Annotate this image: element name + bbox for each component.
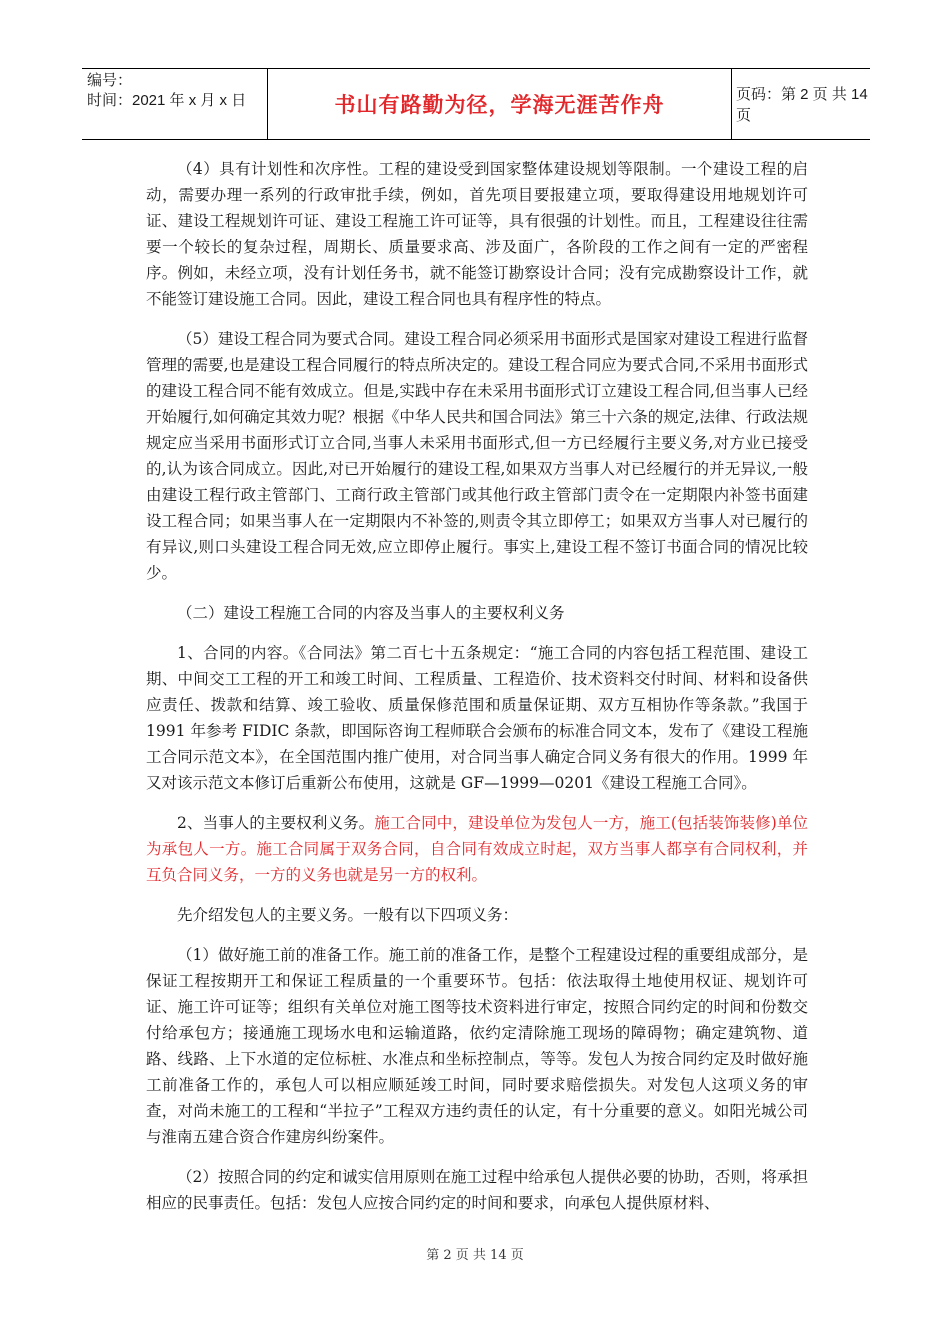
paragraph: （1）做好施工前的准备工作。施工前的准备工作，是整个工程建设过程的重要组成部分，是保证工程按期开工和保证工程质量的一个重要环节。包括：依法取得土地使用权证、规划许可证、施工许可证等；组织有关单位对施工图等技术资料进行审定，按照合同约定的时间和份数交付给承包方；接通施工现场水电和运输道路，依约定清除施工现场的障碍物；确定建筑物、道路、线路、上下水道的定位标桩、水准点和坐标控制点，等等。发包人为按合同约定及时做好施工前准备工作的，承包人可以相应顺延竣工时间，同时要求赔偿损失。对发包人这项义务的审查，对尚未施工的工程和“半拉子”工程双方违约责任的认定，有十分重要的意义。如阳光城公司与淮南五建合资合作建房纠纷案件。 [146, 946, 808, 1146]
header-divider [731, 69, 732, 139]
header-meta [82, 69, 267, 139]
paragraph: （5）建设工程合同为要式合同。建设工程合同必须采用书面形式是国家对建设工程进行监督管理的需要,也是建设工程合同履行的特点所决定的。建设工程合同应为要式合同,不采用书面形式的建设工程合同不能有效成立。但是,实践中存在未采用书面形式订立建设工程合同,但当事人已经开始履行,如何确定其效力呢？根据《中华人民共和国合同法》第三十六条的规定,法律、行政法规规定应当采用书面形式订立合同,当事人未采用书面形式,但一方已经履行主要义务,对方业已接受的,认为该合同成立。因此,对已开始履行的建设工程,如果双方当事人对已经履行的并无异议,一般由建设工程行政主管部门、工商行政主管部门或其他行政主管部门责令在一定期限内补签书面建设工程合同；如果当事人在一定期限内不补签的,则责令其立即停工；如果双方当事人对已履行的有异议,则口头建设工程合同无效,应立即停止履行。事实上,建设工程不签订书面合同的情况比较少。 [146, 330, 808, 582]
paragraph: 1、合同的内容。《合同法》第二百七十五条规定：“施工合同的内容包括工程范围、建设工期、中间交工工程的开工和竣工时间、工程质量、工程造价、技术资料交付时间、材料和设备供应责任、拨款和结算、竣工验收、质量保修范围和质量保证期、双方互相协作等条款。”我国于 1991 年参考 FIDIC 条款，即国际咨询工程师联合会颁布的标准合同文本，发布了《建设工程施工合同示范文本》，在全国范围内推广使用，对合同当事人确定合同义务有很大的作用。1999 年又对该示范文本修订后重新公布使用，这就是 GF—1999—0201《建设工程施工合同》。 [146, 644, 808, 792]
header-motto: 书山有路勤为径，学海无涯苦作舟 [334, 93, 665, 117]
document-code-label: 编号： [87, 72, 133, 89]
page-header [82, 68, 870, 140]
section-heading: （二）建设工程施工合同的内容及当事人的主要权利义务 [177, 604, 565, 622]
paragraph: 先介绍发包人的主要义务。一般有以下四项义务： [177, 906, 519, 924]
document-date-label: 时间：2021 年 x 月 x 日 [87, 92, 247, 109]
paragraph: （2）按照合同的约定和诚实信用原则在施工过程中给承包人提供必要的协助，否则，将承担相应的民事责任。包括：发包人应按合同约定的时间和要求，向承包人提供原材料、 [146, 1168, 808, 1212]
paragraph: （4）具有计划性和次序性。工程的建设受到国家整体建设规划等限制。一个建设工程的启动，需要办理一系列的行政审批手续，例如，首先项目要报建立项，要取得建设用地规划许可证、建设工程规划许可证、建设工程施工许可证等，具有很强的计划性。而且，工程建设往往需要一个较长的复杂过程，周期长、质量要求高、涉及面广，各阶段的工作之间有一定的严密程序。例如，未经立项，没有计划任务书，就不能签订勘察设计合同；没有完成勘察设计工作，就不能签订建设施工合同。因此，建设工程合同也具有程序性的特点。 [146, 160, 808, 308]
paragraph-lead: 2、当事人的主要权利义务。 [177, 814, 375, 832]
paragraph [146, 810, 808, 888]
header-page-number: 页码：第 2 页 共 14 页 [736, 86, 868, 124]
page-footer: 第 2 页 共 14 页 [426, 1248, 524, 1263]
document-body [146, 156, 808, 1230]
highlighted-text: 施工合同中，建设单位为发包人一方，施工(包括装饰装修)单位为承包人一方。施工合同属于双务合同，自合同有效成立时起，双方当事人都享有合同权利，并互负合同义务，一方的义务也就是另一方的权利。 [146, 814, 808, 884]
